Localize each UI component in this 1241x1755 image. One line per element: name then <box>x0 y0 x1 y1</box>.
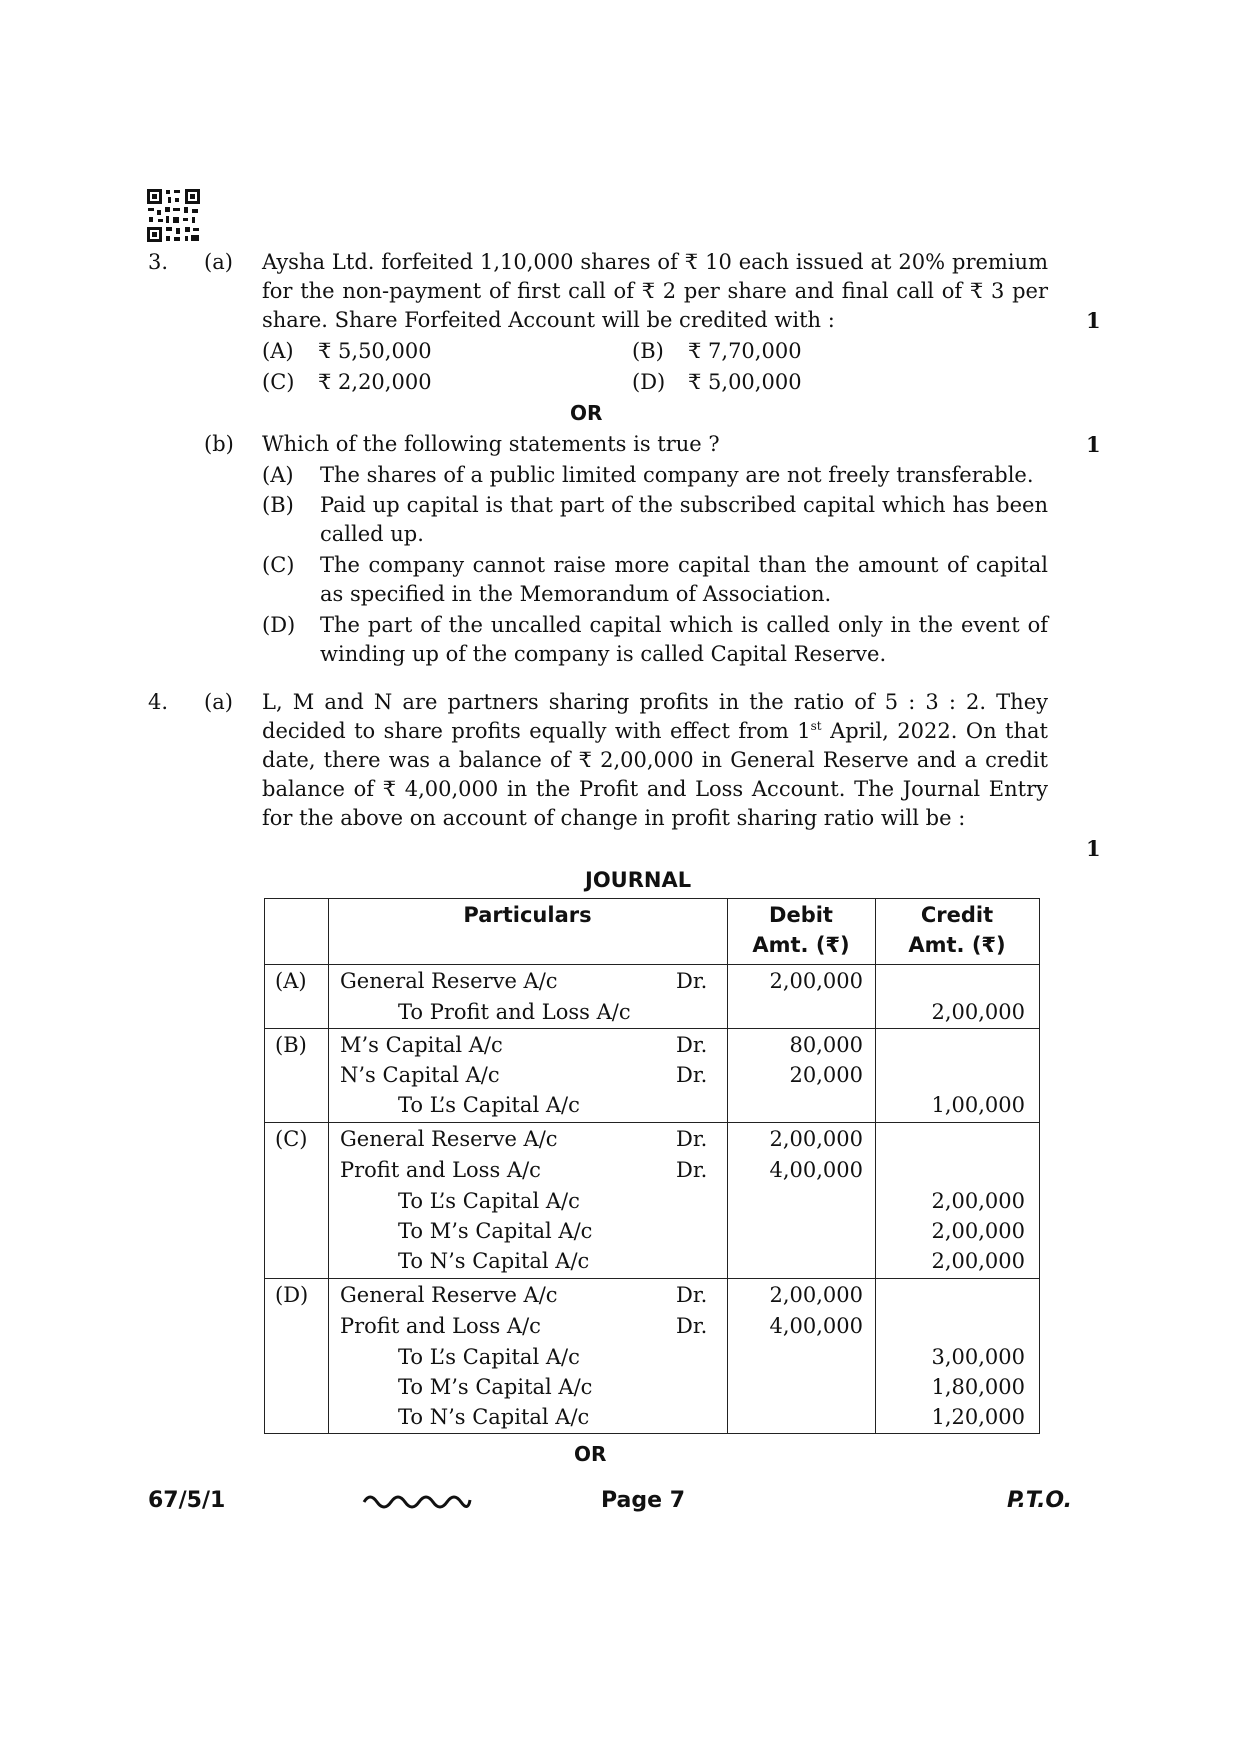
journal-debit-amount: 2,00,000 <box>769 1283 863 1307</box>
q3b-option-b-label: (B) <box>262 493 294 517</box>
question-3b-label: (b) <box>204 432 234 456</box>
journal-dr: Dr. <box>676 1283 708 1307</box>
q3a-option-a-text: ₹ 5,50,000 <box>318 339 432 363</box>
journal-entry-text: N’s Capital A/c <box>340 1063 500 1087</box>
journal-credit-amount: 1,20,000 <box>931 1405 1025 1429</box>
header-debit-amt: Amt. (₹) <box>752 933 850 957</box>
journal-credit-amount: 2,00,000 <box>931 1249 1025 1273</box>
q3b-option-b-text: Paid up capital is that part of the subscribed capital which has been called up. <box>320 493 1048 546</box>
journal-entry-text: To N’s Capital A/c <box>398 1405 590 1429</box>
journal-option-label: (C) <box>275 1127 308 1151</box>
q3b-option-a-label: (A) <box>262 463 294 487</box>
journal-credit-amount: 2,00,000 <box>931 1000 1025 1024</box>
journal-option-label: (B) <box>275 1033 307 1057</box>
journal-title: JOURNAL <box>585 868 692 892</box>
journal-debit-amount: 4,00,000 <box>769 1158 863 1182</box>
paper-code: 67/5/1 <box>148 1488 226 1513</box>
journal-credit-amount: 3,00,000 <box>931 1345 1025 1369</box>
journal-entry-text: To N’s Capital A/c <box>398 1249 590 1273</box>
journal-credit-amount: 2,00,000 <box>931 1189 1025 1213</box>
journal-credit-amount: 1,80,000 <box>931 1375 1025 1399</box>
journal-entry-text: General Reserve A/c <box>340 1127 558 1151</box>
journal-entry-text: General Reserve A/c <box>340 1283 558 1307</box>
q3b-option-c-text: The company cannot raise more capital than the amount of capital as specified in the Memorandum of Association. <box>320 553 1048 606</box>
question-number-3: 3. <box>148 250 169 274</box>
journal-entry-text: To L’s Capital A/c <box>398 1189 580 1213</box>
wave-ornament-icon <box>362 1490 472 1512</box>
journal-entry-text: To M’s Capital A/c <box>398 1219 593 1243</box>
journal-credit-amount: 2,00,000 <box>931 1219 1025 1243</box>
q3b-option-d-text: The part of the uncalled capital which is called only in the event of winding up of the company is called Capital Reserve. <box>320 613 1048 666</box>
journal-dr: Dr. <box>676 1314 708 1338</box>
question-3b-text: Which of the following statements is true ? <box>262 432 720 456</box>
journal-option-label: (D) <box>275 1283 309 1307</box>
page-number: Page 7 <box>601 1488 686 1513</box>
q3a-option-a-label: (A) <box>262 339 294 363</box>
or-divider-q4: OR <box>574 1442 607 1466</box>
ordinal-suffix: st <box>810 719 822 733</box>
header-credit-amt: Amt. (₹) <box>908 933 1006 957</box>
q3a-option-c-label: (C) <box>262 370 295 394</box>
journal-entry-text: To L’s Capital A/c <box>398 1345 580 1369</box>
question-number-4: 4. <box>148 690 169 714</box>
question-3a-marks: 1 <box>1086 308 1101 333</box>
header-particulars: Particulars <box>463 903 592 927</box>
q3a-option-d-label: (D) <box>632 370 666 394</box>
question-3a-text: Aysha Ltd. forfeited 1,10,000 shares of ₹ 10 each issued at 20% premium for the non-payment of first call of ₹ 2 per share and final call of ₹ 3 per share. Share Forfeited Account will be credited with : <box>262 250 1048 332</box>
journal-entry-text: M’s Capital A/c <box>340 1033 503 1057</box>
journal-option-label: (A) <box>275 969 307 993</box>
journal-table <box>264 898 1040 1433</box>
journal-debit-amount: 80,000 <box>789 1033 863 1057</box>
journal-entry-text: To L’s Capital A/c <box>398 1093 580 1117</box>
journal-entry-text: Profit and Loss A/c <box>340 1158 541 1182</box>
pto-label: P.T.O. <box>1007 1488 1073 1513</box>
journal-debit-amount: 4,00,000 <box>769 1314 863 1338</box>
journal-dr: Dr. <box>676 1158 708 1182</box>
q3b-option-d-label: (D) <box>262 613 296 637</box>
journal-entry-text: Profit and Loss A/c <box>340 1314 541 1338</box>
journal-dr: Dr. <box>676 1063 708 1087</box>
journal-entry-text: General Reserve A/c <box>340 969 558 993</box>
journal-debit-amount: 20,000 <box>789 1063 863 1087</box>
question-4a-marks: 1 <box>1086 836 1101 861</box>
header-debit: Debit <box>769 903 833 927</box>
q3b-option-c-label: (C) <box>262 553 295 577</box>
journal-dr: Dr. <box>676 1033 708 1057</box>
header-credit: Credit <box>920 903 994 927</box>
q3b-option-a-text: The shares of a public limited company are not freely transferable. <box>320 463 1034 487</box>
journal-debit-amount: 2,00,000 <box>769 1127 863 1151</box>
q3a-option-d-text: ₹ 5,00,000 <box>688 370 802 394</box>
q3a-option-c-text: ₹ 2,20,000 <box>318 370 432 394</box>
question-3b-marks: 1 <box>1086 432 1101 457</box>
question-4a-label: (a) <box>204 690 233 714</box>
q3a-option-b-label: (B) <box>632 339 664 363</box>
question-4a-text: L, M and N are partners sharing profits in the ratio of 5 : 3 : 2. They decided to share profits equally with effect from 1st April, 2022. On that date, there was a balance of ₹ 2,00,000 in General Reserve and a credit balance of ₹ 4,00,000 in the Profit and Loss Account. The Journal Entry for the above on account of change in profit sharing ratio will be : <box>262 690 1048 830</box>
journal-dr: Dr. <box>676 969 708 993</box>
journal-entry-text: To Profit and Loss A/c <box>398 1000 631 1024</box>
question-3a-label: (a) <box>204 250 233 274</box>
qr-code-icon <box>146 188 201 243</box>
q3a-option-b-text: ₹ 7,70,000 <box>688 339 802 363</box>
journal-entry-text: To M’s Capital A/c <box>398 1375 593 1399</box>
journal-dr: Dr. <box>676 1127 708 1151</box>
or-divider-q3: OR <box>570 401 603 425</box>
journal-debit-amount: 2,00,000 <box>769 969 863 993</box>
journal-credit-amount: 1,00,000 <box>931 1093 1025 1117</box>
